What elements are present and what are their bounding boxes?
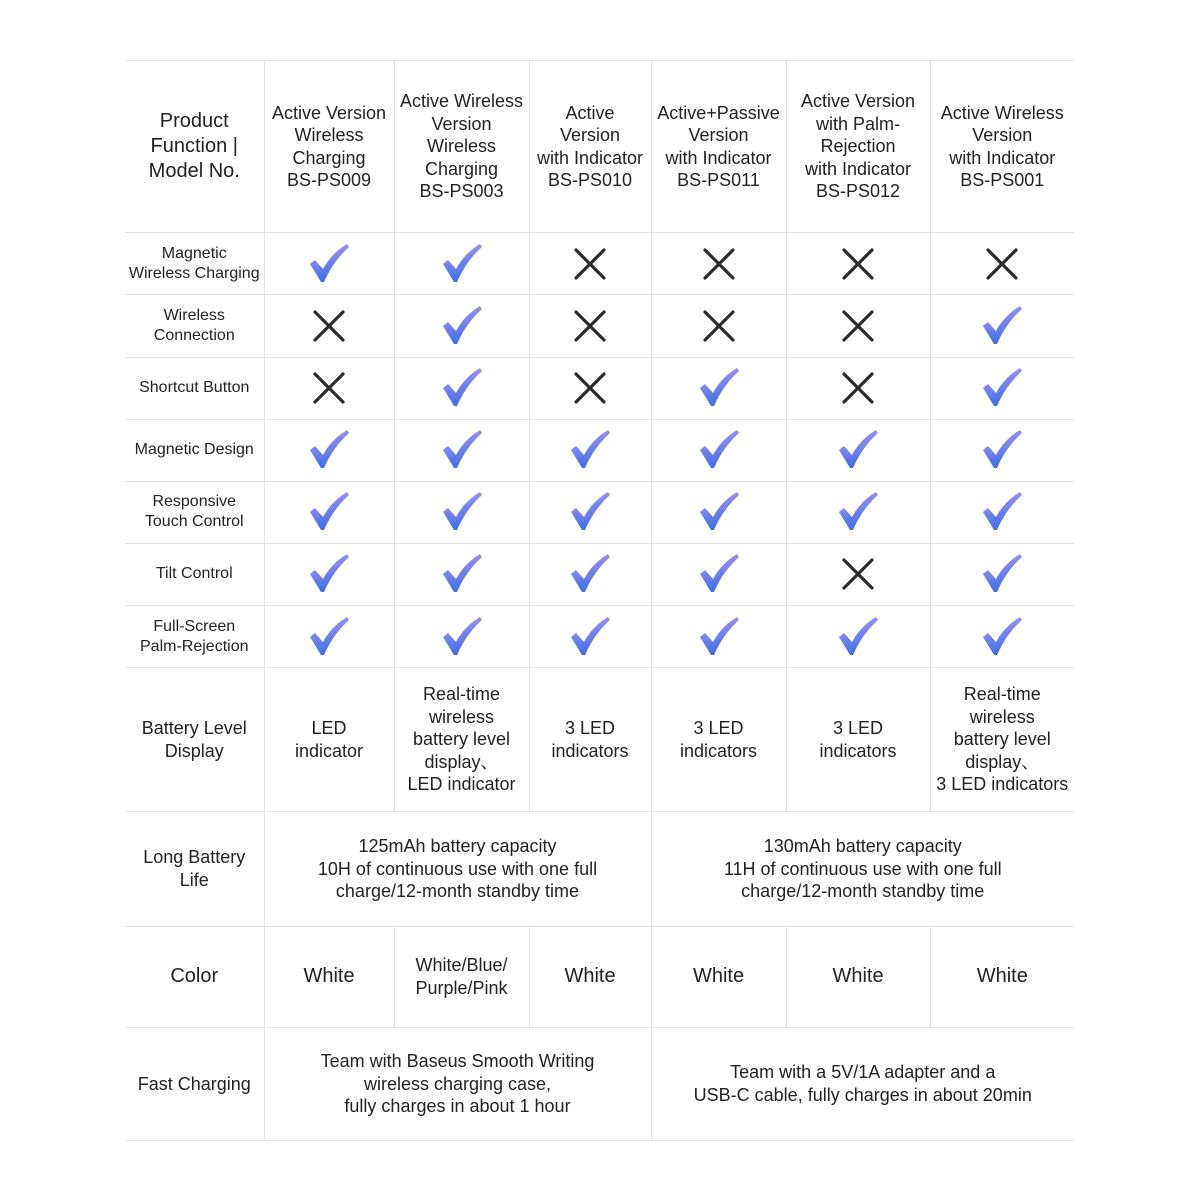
check-icon [306,614,352,660]
row-label: Battery Level Display [125,668,264,812]
feature-supported-cell [651,419,786,481]
check-icon [439,303,485,349]
check-icon [439,365,485,411]
feature-supported-cell [264,481,394,543]
feature-label: Tilt Control [125,543,264,605]
feature-supported-cell [930,357,1074,419]
check-icon [306,489,352,535]
check-icon [567,551,613,597]
battery-life-cell: 130mAh battery capacity 11H of continuous use with one full charge/12-month standby time [651,812,1074,926]
feature-unsupported-cell [529,295,651,357]
feature-row [125,357,1074,419]
cross-icon [306,365,352,411]
cross-icon [835,303,881,349]
feature-supported-cell [930,605,1074,667]
check-icon [696,551,742,597]
fast-charging-row [125,1027,1074,1140]
check-icon [439,427,485,473]
check-icon [696,614,742,660]
feature-supported-cell [394,605,529,667]
model-header: Active+Passive Version with Indicator BS-PS011 [651,61,786,233]
feature-label: Full-Screen Palm-Rejection [125,605,264,667]
feature-supported-cell [930,481,1074,543]
battery-display-cell: 3 LED indicators [529,668,651,812]
check-icon [696,489,742,535]
battery-display-cell: Real-time wireless battery level display、 LED indicator [394,668,529,812]
model-header: Active Wireless Version with Indicator BS-PS001 [930,61,1074,233]
check-icon [567,489,613,535]
feature-supported-cell [930,543,1074,605]
check-icon [306,427,352,473]
feature-supported-cell [394,543,529,605]
feature-label: Magnetic Design [125,419,264,481]
model-header: Active Wireless Version Wireless Charging BS-PS003 [394,61,529,233]
feature-supported-cell [529,605,651,667]
feature-supported-cell [264,605,394,667]
battery-display-cell: Real-time wireless battery level display、 3 LED indicators [930,668,1074,812]
cross-icon [567,365,613,411]
feature-unsupported-cell [529,233,651,295]
feature-supported-cell [651,481,786,543]
color-cell: White [264,926,394,1027]
feature-supported-cell [264,543,394,605]
corner-header: Product Function | Model No. [125,61,264,233]
color-cell: White [930,926,1074,1027]
battery-display-cell: 3 LED indicators [651,668,786,812]
check-icon [835,427,881,473]
check-icon [696,365,742,411]
row-label: Long Battery Life [125,812,264,926]
feature-unsupported-cell [930,233,1074,295]
check-icon [439,551,485,597]
model-header: Active Version with Indicator BS-PS010 [529,61,651,233]
feature-unsupported-cell [651,233,786,295]
feature-row [125,543,1074,605]
color-cell: White [529,926,651,1027]
feature-supported-cell [651,543,786,605]
feature-unsupported-cell [651,295,786,357]
feature-supported-cell [394,357,529,419]
feature-supported-cell [529,419,651,481]
cross-icon [835,241,881,287]
row-label: Fast Charging [125,1027,264,1140]
feature-supported-cell [264,419,394,481]
feature-supported-cell [394,419,529,481]
feature-supported-cell [394,481,529,543]
feature-supported-cell [651,605,786,667]
feature-unsupported-cell [786,295,930,357]
feature-label: Magnetic Wireless Charging [125,233,264,295]
check-icon [979,551,1025,597]
check-icon [835,489,881,535]
model-header: Active Version with Palm- Rejection with Indicator BS-PS012 [786,61,930,233]
color-row [125,926,1074,1027]
feature-supported-cell [394,295,529,357]
feature-row [125,295,1074,357]
check-icon [567,427,613,473]
feature-unsupported-cell [529,357,651,419]
feature-unsupported-cell [786,233,930,295]
comparison-table [125,60,1074,1141]
check-icon [835,614,881,660]
feature-supported-cell [786,481,930,543]
battery-display-cell: LED indicator [264,668,394,812]
feature-supported-cell [529,481,651,543]
feature-label: Shortcut Button [125,357,264,419]
cross-icon [567,241,613,287]
cross-icon [979,241,1025,287]
feature-row [125,481,1074,543]
battery-life-row [125,812,1074,926]
feature-supported-cell [651,357,786,419]
header-row [125,61,1074,233]
feature-supported-cell [786,419,930,481]
check-icon [979,427,1025,473]
row-label: Color [125,926,264,1027]
feature-supported-cell [930,295,1074,357]
feature-label: Wireless Connection [125,295,264,357]
feature-supported-cell [786,605,930,667]
feature-row [125,605,1074,667]
model-header: Active Version Wireless Charging BS-PS009 [264,61,394,233]
cross-icon [835,551,881,597]
cross-icon [696,241,742,287]
battery-life-cell: 125mAh battery capacity 10H of continuous use with one full charge/12-month standby time [264,812,651,926]
check-icon [439,241,485,287]
feature-unsupported-cell [264,357,394,419]
feature-label: Responsive Touch Control [125,481,264,543]
cross-icon [696,303,742,349]
battery-display-cell: 3 LED indicators [786,668,930,812]
cross-icon [567,303,613,349]
check-icon [979,365,1025,411]
check-icon [306,241,352,287]
check-icon [439,489,485,535]
check-icon [979,489,1025,535]
fast-charging-cell: Team with a 5V/1A adapter and a USB-C cable, fully charges in about 20min [651,1027,1074,1140]
feature-unsupported-cell [264,295,394,357]
fast-charging-cell: Team with Baseus Smooth Writing wireless charging case, fully charges in about 1 hour [264,1027,651,1140]
cross-icon [306,303,352,349]
feature-supported-cell [930,419,1074,481]
feature-unsupported-cell [786,357,930,419]
check-icon [567,614,613,660]
feature-supported-cell [529,543,651,605]
battery-display-row [125,668,1074,812]
check-icon [439,614,485,660]
feature-row [125,233,1074,295]
feature-row [125,419,1074,481]
feature-supported-cell [394,233,529,295]
cross-icon [835,365,881,411]
check-icon [979,614,1025,660]
color-cell: White [651,926,786,1027]
color-cell: White [786,926,930,1027]
feature-unsupported-cell [786,543,930,605]
feature-supported-cell [264,233,394,295]
check-icon [306,551,352,597]
color-cell: White/Blue/ Purple/Pink [394,926,529,1027]
check-icon [696,427,742,473]
check-icon [979,303,1025,349]
